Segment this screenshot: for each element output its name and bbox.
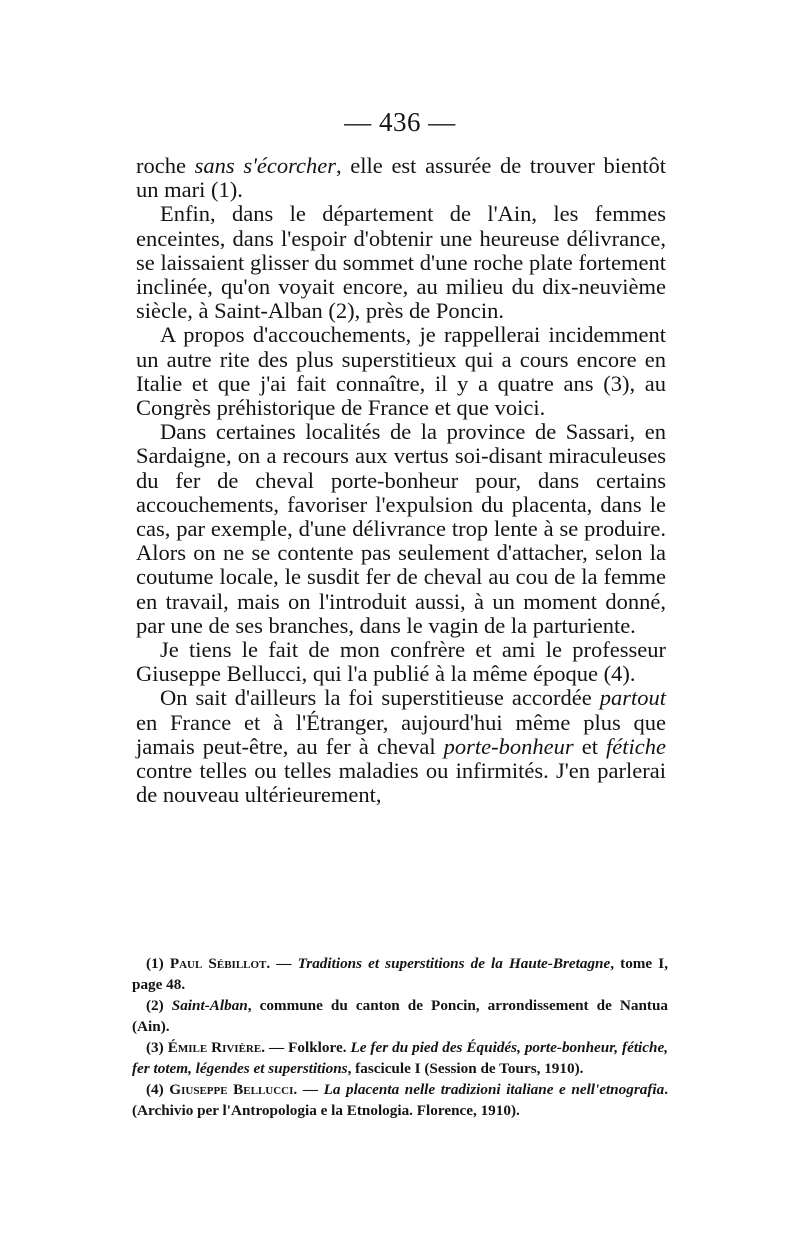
footnote-author: Paul Sébillot [169,955,267,972]
text-run: roche [136,153,195,178]
footnote-3 [132,1038,668,1079]
text-run: , tome I, page 48. [132,955,668,993]
italic-phrase: fétiche [606,733,666,759]
text-run: en France et à l'Étranger, aujourd'hui même plus que jamais peut-être, au fer à cheval [136,709,666,759]
footnote-title: Saint-Alban [171,997,248,1014]
text-run: , elle est assurée de trouver bientôt un mari (1). [136,153,666,203]
text-run: et [573,733,607,759]
footnote-title: La placenta nelle tradizioni italiane e nell'etnografia [323,1081,665,1098]
paragraph-6 [136,686,666,807]
main-text [136,154,666,807]
paragraph-2: Enfin, dans le département de l'Ain, les femmes enceintes, dans l'espoir d'obtenir une heureuse délivrance, se laissaient glisser du sommet d'une roche plate fortement inclinée, qu'on voyait encore, au milieu du dix-neuvième siècle, à Saint-Alban (2), près de Poncin. [136,201,666,324]
text-run: , fascicule I (Session de Tours, 1910). [347,1059,584,1077]
text-run: . — Folklore. [261,1039,351,1056]
footnote-number: (2) [146,997,172,1014]
footnote-2 [132,996,668,1037]
paragraph-5: Je tiens le fait de mon confrère et ami le professeur Giuseppe Bellucci, qui l'a publié à la même époque (4). [136,637,666,687]
paragraph-1 [136,154,666,202]
italic-phrase: porte-bonheur [443,733,574,759]
italic-phrase: sans s'écorcher [194,153,337,178]
text-run: . — [266,955,298,972]
footnote-author: Émile Rivière [167,1039,262,1056]
italic-phrase: partout [599,685,666,711]
footnote-number: (1) [146,955,170,972]
footnote-number: (4) [146,1081,170,1098]
footnote-author: Giuseppe Bellucci [169,1081,294,1098]
footnotes [132,954,668,1122]
text-run: . — [293,1081,324,1098]
page-number: — 436 — [344,107,456,137]
text-run: . (Archivio per l'Antropologia e la Etnologia. Florence, 1910). [132,1081,668,1119]
footnote-title: Le fer du pied des Équidés, porte-bonheur, fétiche, fer totem, légendes et superstitions [132,1039,669,1077]
footnote-4 [132,1080,668,1121]
footnote-1 [132,954,668,995]
paragraph-3: A propos d'accouchements, je rappellerai incidemment un autre rite des plus superstitieux qui a cours encore en Italie et que j'ai fait connaître, il y a quatre ans (3), au Congrès préhistorique de France et que voici. [136,322,666,421]
text-run: , commune du canton de Poncin, arrondissement de Nantua (Ain). [132,997,668,1035]
text-run: On sait d'ailleurs la foi superstitieuse accordée [160,685,600,711]
footnote-number: (3) [146,1039,168,1056]
footnote-title: Traditions et superstitions de la Haute-Bretagne [297,955,611,972]
paragraph-4: Dans certaines localités de la province de Sassari, en Sardaigne, on a recours aux vertus soi-disant miraculeuses du fer de cheval porte-bonheur pour, dans certains accouchements, favoriser l'expulsion du placenta, dans le cas, par exemple, d'une délivrance trop lente à se produire. Alors on ne se contente pas seulement d'attacher, selon la coutume locale, le susdit fer de cheval au cou de la femme en travail, mais on l'introduit aussi, à un moment donné, par une de ses branches, dans le vagin de la parturiente. [136,419,666,638]
text-run: contre telles ou telles maladies ou infirmités. J'en parlerai de nouveau ultérieurement, [136,758,666,808]
